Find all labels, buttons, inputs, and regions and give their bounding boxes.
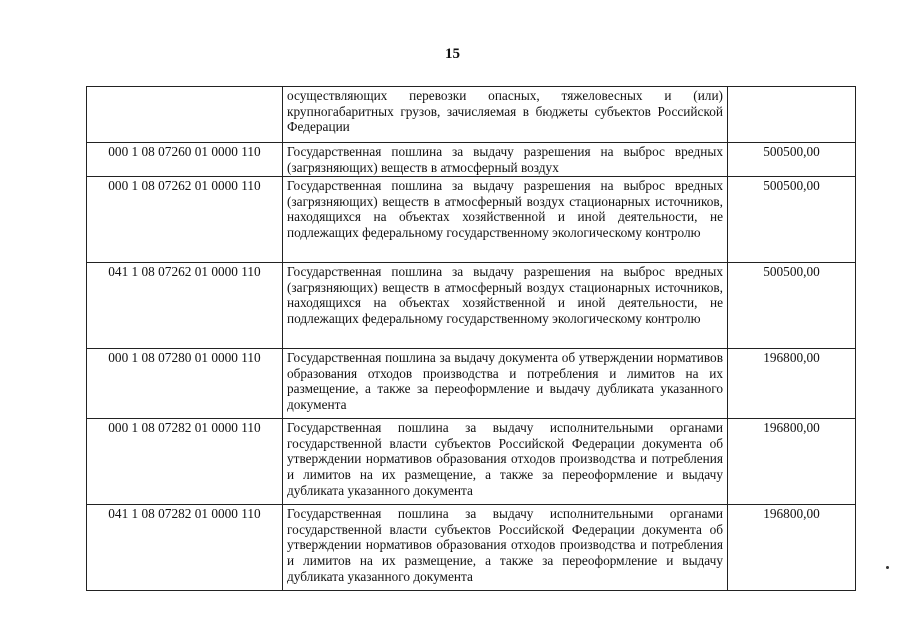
budget-revenue-table <box>86 86 856 591</box>
classification-code: 000 1 08 07280 01 0000 110 <box>87 349 283 419</box>
table-row <box>87 87 856 143</box>
table-row <box>87 419 856 505</box>
table-row <box>87 349 856 419</box>
revenue-name: Государственная пошлина за выдачу разрешения на выброс вредных (загрязняющих) веществ в атмосферный воздух <box>283 143 728 177</box>
revenue-name: осуществляющих перевозки опасных, тяжеловесных и (или) крупногабаритных грузов, зачисляемая в бюджеты субъектов Российской Федерации <box>283 87 728 143</box>
revenue-name: Государственная пошлина за выдачу исполнительными органами государственной власти субъектов Российской Федерации документа об утверждении нормативов образования отходов производства и потребления и лимитов на их размещение, а также за переоформление и выдачу дубликата указанного документа <box>283 419 728 505</box>
classification-code: 041 1 08 07262 01 0000 110 <box>87 263 283 349</box>
revenue-amount: 500500,00 <box>728 143 856 177</box>
revenue-name: Государственная пошлина за выдачу исполнительными органами государственной власти субъектов Российской Федерации документа об утверждении нормативов образования отходов производства и потребления и лимитов на их размещение, а также за переоформление и выдачу дубликата указанного документа <box>283 505 728 591</box>
revenue-amount <box>728 87 856 143</box>
classification-code: 000 1 08 07282 01 0000 110 <box>87 419 283 505</box>
table-row <box>87 505 856 591</box>
revenue-amount: 500500,00 <box>728 177 856 263</box>
revenue-amount: 196800,00 <box>728 419 856 505</box>
classification-code: 000 1 08 07260 01 0000 110 <box>87 143 283 177</box>
page-number: 15 <box>445 46 460 62</box>
classification-code: 041 1 08 07282 01 0000 110 <box>87 505 283 591</box>
revenue-amount: 196800,00 <box>728 349 856 419</box>
revenue-name: Государственная пошлина за выдачу разрешения на выброс вредных (загрязняющих) веществ в атмосферный воздух стационарных источников, находящихся на объектах хозяйственной и иной деятельности, не подлежащих федеральному государственному экологическому контролю <box>283 177 728 263</box>
classification-code <box>87 87 283 143</box>
revenue-name: Государственная пошлина за выдачу документа об утверждении нормативов образования отходов производства и потребления и лимитов на их размещение, а также за переоформление и выдачу дубликата указанного документа <box>283 349 728 419</box>
table-row <box>87 263 856 349</box>
revenue-amount: 500500,00 <box>728 263 856 349</box>
scan-speck <box>886 566 889 569</box>
revenue-amount: 196800,00 <box>728 505 856 591</box>
table-row <box>87 177 856 263</box>
classification-code: 000 1 08 07262 01 0000 110 <box>87 177 283 263</box>
table-row <box>87 143 856 177</box>
revenue-name: Государственная пошлина за выдачу разрешения на выброс вредных (загрязняющих) веществ в атмосферный воздух стационарных источников, находящихся на объектах хозяйственной и иной деятельности, не подлежащих федеральному государственному экологическому контролю <box>283 263 728 349</box>
